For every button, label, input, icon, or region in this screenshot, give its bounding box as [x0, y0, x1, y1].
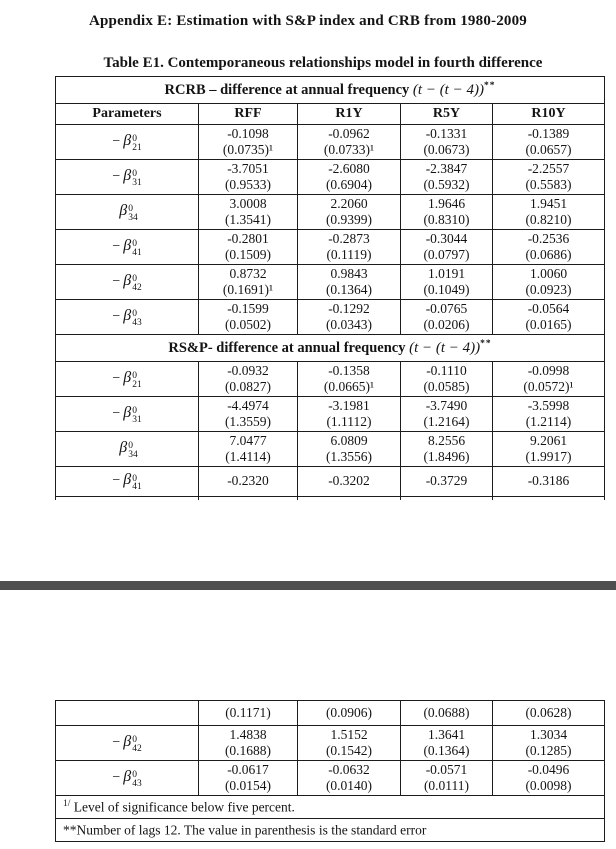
- value-cell: 6.0809 (1.3556): [298, 432, 401, 467]
- value-cell: 0.9843 (0.1364): [298, 265, 401, 300]
- beta-indices: 0 31: [132, 406, 142, 425]
- beta-indices: 0 34: [128, 441, 138, 460]
- beta-symbol: β: [119, 201, 128, 219]
- column-header-parameters: Parameters: [56, 104, 199, 125]
- section-header-rsp: [56, 335, 605, 362]
- value-cell: -0.0496 (0.0098): [493, 761, 605, 796]
- page-title: Appendix E: Estimation with S&P index and CRB from 1980-2009: [88, 13, 528, 29]
- beta-symbol: β: [123, 767, 132, 785]
- value-cell: -0.3202: [298, 467, 401, 497]
- table-row: [56, 300, 605, 335]
- parameter-cell: [56, 160, 199, 195]
- value-cell: (0.0628): [493, 701, 605, 726]
- value-cell: 1.4838 (0.1688): [199, 726, 298, 761]
- footnote-text: **Number of lags 12. The value in parenthesis is the standard error: [63, 822, 427, 838]
- section-title: RS&P- difference at annual frequency: [168, 339, 406, 356]
- value-cell: -0.3729: [401, 467, 493, 497]
- value-cell: -0.3186: [493, 467, 605, 497]
- table-row: [56, 432, 605, 467]
- value-cell: -0.1599 (0.0502): [199, 300, 298, 335]
- table-row: [56, 160, 605, 195]
- parameter-cell: [56, 362, 199, 397]
- beta-symbol: β: [123, 306, 132, 324]
- table-row: [56, 265, 605, 300]
- value-cell: -0.1331 (0.0673): [401, 125, 493, 160]
- beta-indices: 0 41: [132, 239, 142, 258]
- beta-symbol: β: [123, 131, 132, 149]
- value-cell: -0.0998 (0.0572)¹: [493, 362, 605, 397]
- footnote-row-significance: [56, 796, 605, 819]
- value-cell: 1.3034 (0.1285): [493, 726, 605, 761]
- minus-sign: −: [112, 273, 121, 289]
- minus-sign: −: [112, 370, 121, 386]
- parameter-cell: [56, 265, 199, 300]
- value-cell: -0.0632 (0.0140): [298, 761, 401, 796]
- value-cell: 1.0191 (0.1049): [401, 265, 493, 300]
- value-cell: -0.0617 (0.0154): [199, 761, 298, 796]
- value-cell: 1.5152 (0.1542): [298, 726, 401, 761]
- minus-sign: −: [112, 769, 121, 785]
- beta-symbol: β: [123, 368, 132, 386]
- minus-sign: −: [112, 168, 121, 184]
- beta-indices: 0 42: [132, 735, 142, 754]
- value-cell: -0.2873 (0.1119): [298, 230, 401, 265]
- table-row: [56, 230, 605, 265]
- value-cell: -3.7490 (1.2164): [401, 397, 493, 432]
- beta-indices: 0 21: [132, 134, 142, 153]
- column-header-r5y: R5Y: [401, 104, 493, 125]
- beta-indices: 0 31: [132, 169, 142, 188]
- table-row: [56, 701, 605, 726]
- beta-indices: 0 21: [132, 371, 142, 390]
- parameter-cell: [56, 432, 199, 467]
- value-cell: -0.1098 (0.0735)¹: [199, 125, 298, 160]
- value-cell: -0.2801 (0.1509): [199, 230, 298, 265]
- beta-symbol: β: [123, 166, 132, 184]
- lags-marker: **: [483, 81, 496, 92]
- value-cell: (0.1171): [199, 701, 298, 726]
- value-cell: 1.3641 (0.1364): [401, 726, 493, 761]
- table-row: [56, 467, 605, 497]
- table-row: [56, 362, 605, 397]
- value-cell: (0.0906): [298, 701, 401, 726]
- parameter-cell: [56, 726, 199, 761]
- value-cell: -2.2557 (0.5583): [493, 160, 605, 195]
- column-header-r1y: R1Y: [298, 104, 401, 125]
- value-cell: -2.3847 (0.5932): [401, 160, 493, 195]
- footnote-text: Level of significance below five percent.: [70, 799, 295, 815]
- lags-marker: **: [480, 339, 492, 350]
- beta-symbol: β: [123, 236, 132, 254]
- column-header-row: [56, 104, 605, 125]
- parameter-cell: [56, 230, 199, 265]
- beta-symbol: β: [123, 271, 132, 289]
- value-cell: -0.2320: [199, 467, 298, 497]
- frequency-formula: (t − (t − 4)): [409, 339, 481, 356]
- column-header-rff: RFF: [199, 104, 298, 125]
- value-cell: -0.2536 (0.0686): [493, 230, 605, 265]
- beta-indices: 0 43: [132, 770, 142, 789]
- value-cell: 2.2060 (0.9399): [298, 195, 401, 230]
- table-row: [56, 397, 605, 432]
- value-cell: -0.0564 (0.0165): [493, 300, 605, 335]
- frequency-formula: (t − (t − 4)): [412, 81, 484, 98]
- beta-indices: 0 42: [132, 274, 142, 293]
- value-cell: -0.0962 (0.0733)¹: [298, 125, 401, 160]
- beta-indices: 0 34: [128, 204, 138, 223]
- value-cell: (0.0688): [401, 701, 493, 726]
- parameter-cell: [56, 701, 199, 726]
- page-divider-bar: [0, 581, 616, 590]
- footnote-marker: 1/: [63, 798, 71, 809]
- beta-symbol: β: [123, 732, 132, 750]
- value-cell: -0.0765 (0.0206): [401, 300, 493, 335]
- value-cell: -0.1358 (0.0665)¹: [298, 362, 401, 397]
- value-cell: 8.2556 (1.8496): [401, 432, 493, 467]
- value-cell: -0.1110 (0.0585): [401, 362, 493, 397]
- table-row: [56, 761, 605, 796]
- beta-indices: 0 41: [132, 473, 142, 492]
- beta-symbol: β: [123, 471, 132, 488]
- beta-indices: 0 43: [132, 309, 142, 328]
- parameter-cell: [56, 397, 199, 432]
- minus-sign: −: [112, 308, 121, 324]
- value-cell: -0.1292 (0.0343): [298, 300, 401, 335]
- value-cell: -0.1389 (0.0657): [493, 125, 605, 160]
- page-cut-row: [56, 496, 605, 500]
- value-cell: -2.6080 (0.6904): [298, 160, 401, 195]
- estimation-table-page1: [55, 76, 605, 500]
- parameter-cell: [56, 300, 199, 335]
- beta-symbol: β: [119, 438, 128, 456]
- table-row: [56, 195, 605, 230]
- footnote-row-lags: [56, 819, 605, 842]
- value-cell: -0.0571 (0.0111): [401, 761, 493, 796]
- value-cell: 1.9451 (0.8210): [493, 195, 605, 230]
- column-header-r10y: R10Y: [493, 104, 605, 125]
- parameter-cell: [56, 467, 199, 497]
- minus-sign: −: [112, 238, 121, 254]
- minus-sign: −: [112, 734, 121, 750]
- value-cell: -0.3044 (0.0797): [401, 230, 493, 265]
- value-cell: -3.1981 (1.1112): [298, 397, 401, 432]
- value-cell: 0.8732 (0.1691)¹: [199, 265, 298, 300]
- value-cell: 1.9646 (0.8310): [401, 195, 493, 230]
- section-title: RCRB – difference at annual frequency: [164, 81, 410, 98]
- table-row: [56, 125, 605, 160]
- minus-sign: −: [112, 133, 121, 149]
- value-cell: -4.4974 (1.3559): [199, 397, 298, 432]
- section-header-rcrb: [56, 77, 605, 104]
- parameter-cell: [56, 125, 199, 160]
- minus-sign: −: [112, 473, 121, 488]
- value-cell: -3.7051 (0.9533): [199, 160, 298, 195]
- beta-symbol: β: [123, 403, 132, 421]
- table-caption: Table E1. Contemporaneous relationships model in fourth difference: [103, 55, 543, 71]
- value-cell: 3.0008 (1.3541): [199, 195, 298, 230]
- value-cell: -3.5998 (1.2114): [493, 397, 605, 432]
- minus-sign: −: [112, 405, 121, 421]
- value-cell: 7.0477 (1.4114): [199, 432, 298, 467]
- value-cell: -0.0932 (0.0827): [199, 362, 298, 397]
- parameter-cell: [56, 195, 199, 230]
- estimation-table-page2: [55, 700, 605, 842]
- table-row: [56, 726, 605, 761]
- parameter-cell: [56, 761, 199, 796]
- value-cell: 1.0060 (0.0923): [493, 265, 605, 300]
- value-cell: 9.2061 (1.9917): [493, 432, 605, 467]
